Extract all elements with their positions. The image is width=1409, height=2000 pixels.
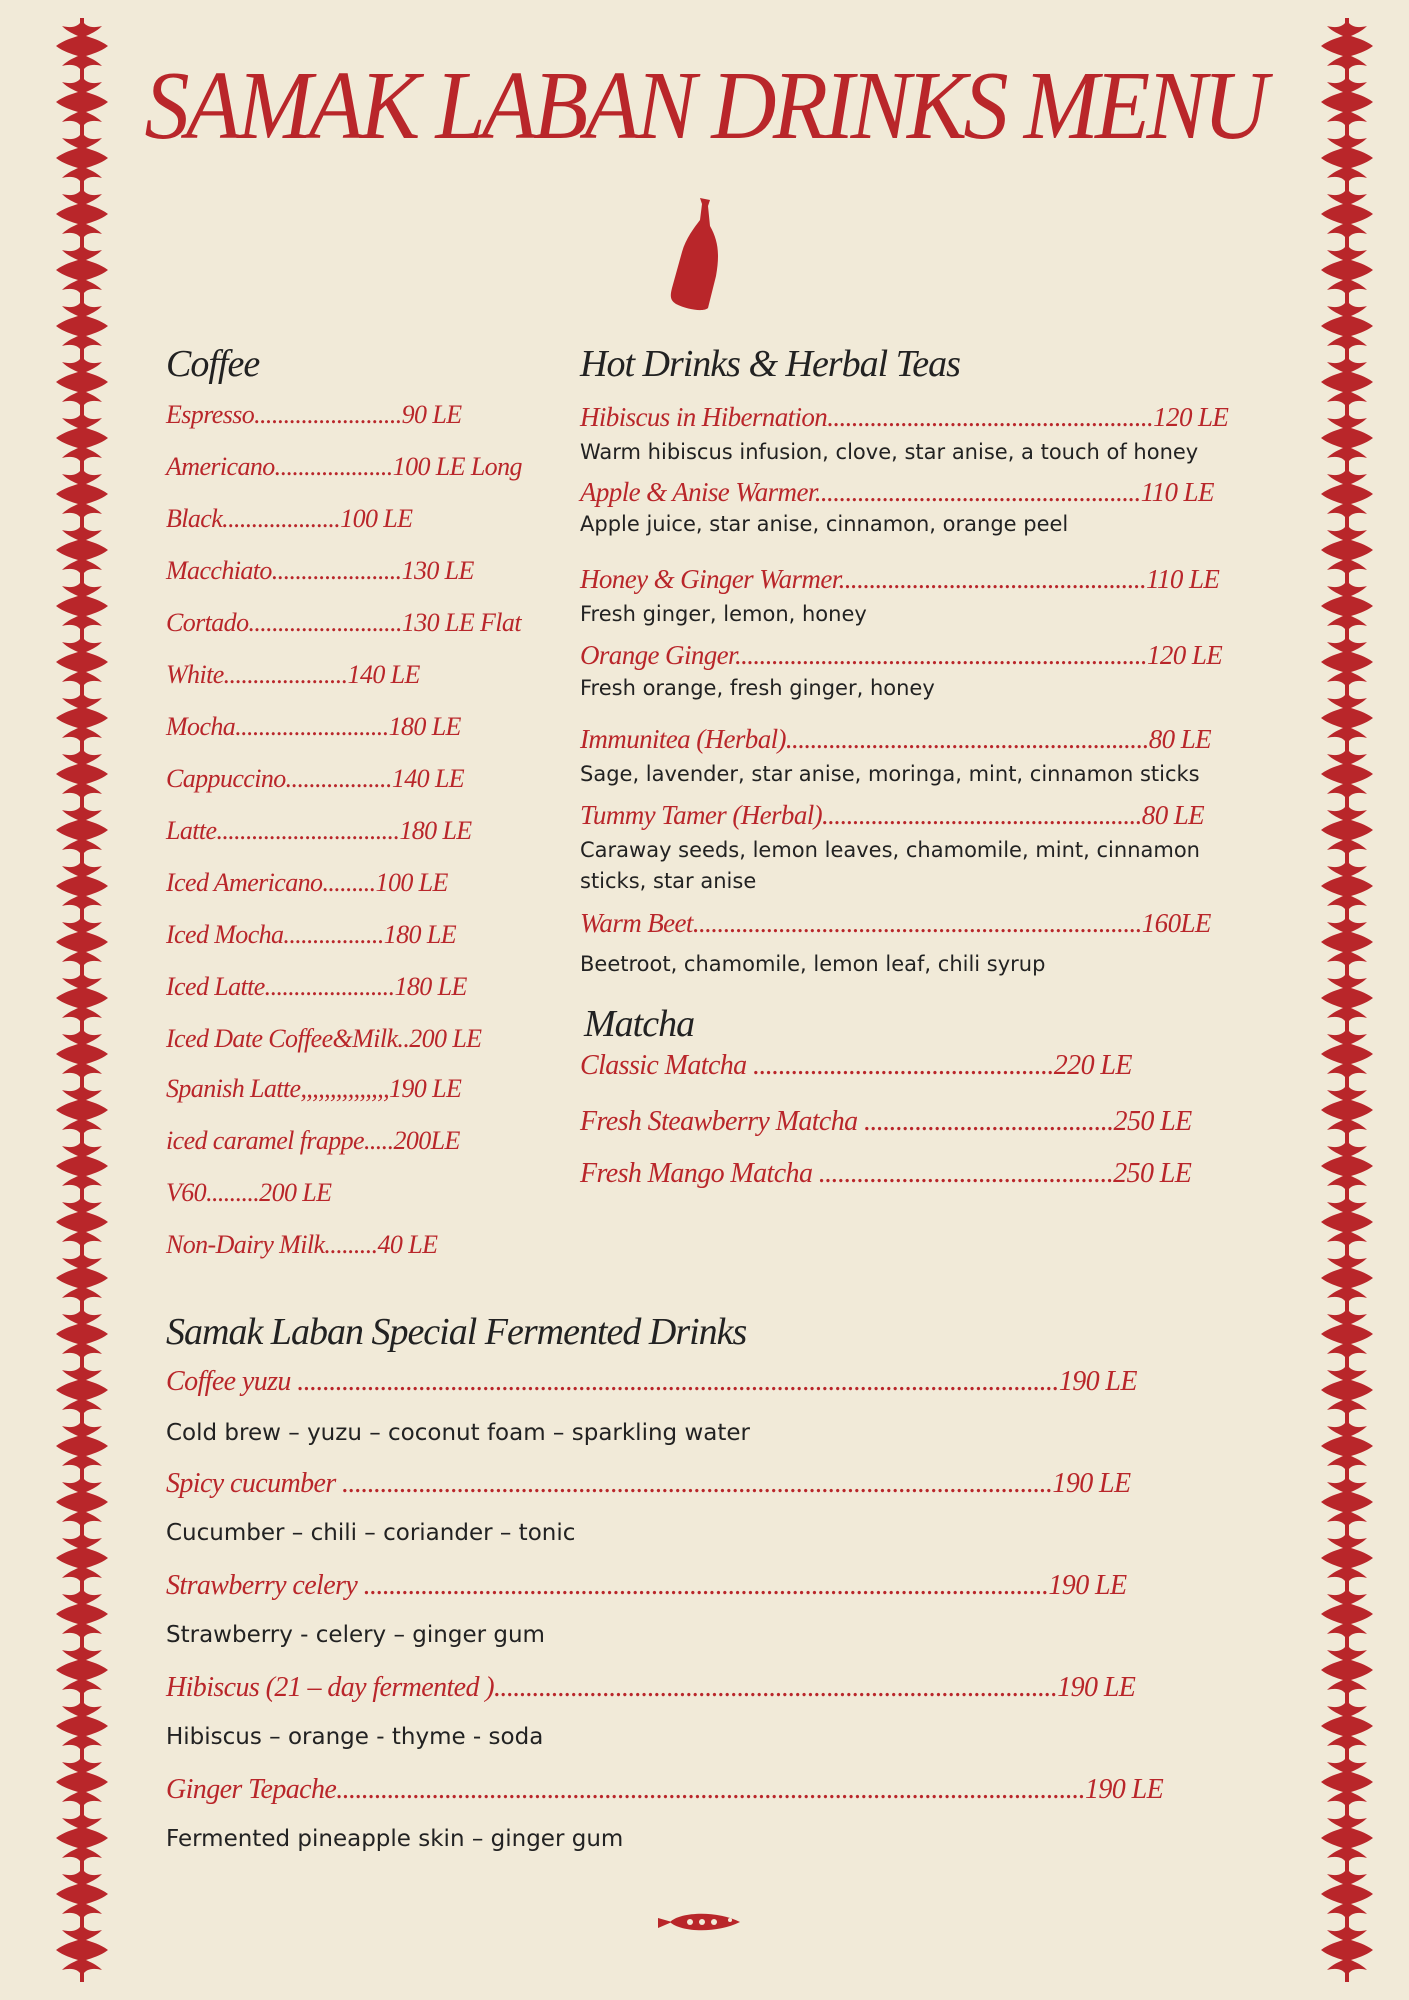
fermented-section-title: Samak Laban Special Fermented Drinks (166, 1311, 747, 1353)
matcha-section-title: Matcha (584, 1003, 695, 1045)
coffee-item: Mocha..........................180 LE (166, 712, 461, 741)
coffee-item: White.....................140 LE (166, 660, 420, 689)
hot-drinks-section-title: Hot Drinks & Herbal Teas (580, 343, 960, 385)
hot-drink-description: Warm hibiscus infusion, clove, star anise, a touch of honey (580, 440, 1199, 464)
ornamental-border-left-svg (52, 18, 112, 1982)
fermented-drink-name: Strawberry celery ...........................................................................................................190 LE (166, 1570, 1127, 1601)
coffee-item: Espresso.........................90 LE (166, 400, 462, 429)
hot-drink-name: Warm Beet.........................................................................160LE (580, 908, 1211, 938)
hot-drink-description: Sage, lavender, star anise, moringa, mint, cinnamon sticks (580, 762, 1200, 786)
hot-drink-description: Beetroot, chamomile, lemon leaf, chili syrup (580, 952, 1046, 976)
coffee-item: Macchiato......................130 LE (166, 556, 474, 585)
hot-drink-description: Apple juice, star anise, cinnamon, orange peel (580, 512, 1069, 536)
hot-drink-name: Hibiscus in Hibernation.....................................................120 LE (580, 402, 1229, 432)
hot-drink-name: Honey & Ginger Warmer..................................................110 LE (580, 564, 1220, 594)
fermented-drink-description: Strawberry - celery – ginger gum (166, 1622, 545, 1648)
coffee-item: V60.........200 LE (166, 1178, 332, 1207)
hot-drink-name: Apple & Anise Warmer.....................................................110 LE (580, 477, 1214, 507)
coffee-item: Iced Mocha.................180 LE (166, 920, 456, 949)
fermented-drink-description: Cold brew – yuzu – coconut foam – sparkling water (166, 1420, 750, 1446)
hot-drink-description: Caraway seeds, lemon leaves, chamomile, mint, cinnamon (580, 838, 1200, 862)
coffee-item: Black....................100 LE (166, 504, 413, 533)
hot-drink-name: Orange Ginger...................................................................120 LE (580, 640, 1223, 670)
hot-drink-description: Fresh ginger, lemon, honey (580, 602, 867, 626)
hot-drink-description: Fresh orange, fresh ginger, honey (580, 676, 935, 700)
coffee-item: Spanish Latte,,,,,,,,,,,,,,,190 LE (166, 1074, 462, 1103)
fish-icon (656, 1908, 742, 1936)
ornamental-border-left (52, 18, 112, 1982)
fermented-drink-description: Fermented pineapple skin – ginger gum (166, 1826, 624, 1852)
ornamental-border-right-svg (1317, 18, 1377, 1982)
fermented-drink-name: Coffee yuzu .......................................................................................................................190 LE (166, 1366, 1137, 1397)
fermented-drink-name: Ginger Tepache.....................................................................................................................190 LE (166, 1774, 1164, 1805)
ornamental-border-right (1317, 18, 1377, 1982)
fermented-drink-name: Spicy cucumber ...............................................................................................................190 LE (166, 1468, 1131, 1499)
coffee-section-title: Coffee (166, 343, 260, 385)
coffee-item: Americano....................100 LE Long (166, 452, 522, 481)
coffee-item: Non-Dairy Milk.........40 LE (166, 1230, 438, 1259)
fermented-drink-name: Hibiscus (21 – day fermented )........................................................................................190 LE (166, 1672, 1136, 1703)
coffee-item: Iced Latte......................180 LE (166, 972, 467, 1001)
coffee-item: Iced Americano.........100 LE (166, 868, 448, 897)
coffee-item: iced caramel frappe.....200LE (166, 1126, 460, 1155)
coffee-item: Cortado..........................130 LE Flat (166, 608, 521, 637)
matcha-item: Fresh Mango Matcha ..............................................250 LE (580, 1158, 1192, 1189)
coffee-item: Cappuccino..................140 LE (166, 764, 465, 793)
hot-drink-description: sticks, star anise (580, 869, 757, 893)
coffee-item: Latte...............................180 LE (166, 816, 472, 845)
bottle-icon (668, 196, 720, 312)
matcha-item: Classic Matcha ...............................................220 LE (580, 1050, 1132, 1081)
fermented-drink-description: Hibiscus – orange - thyme - soda (166, 1724, 544, 1750)
hot-drink-name: Tummy Tamer (Herbal)....................................................80 LE (580, 800, 1205, 830)
coffee-item: Iced Date Coffee&Milk..200 LE (166, 1024, 482, 1053)
hot-drink-name: Immunitea (Herbal)...........................................................80 LE (580, 724, 1212, 754)
matcha-item: Fresh Steawberry Matcha .......................................250 LE (580, 1106, 1192, 1137)
page-title: SAMAK LABAN DRINKS MENU (144, 52, 1265, 160)
fermented-drink-description: Cucumber – chili – coriander – tonic (166, 1520, 576, 1546)
